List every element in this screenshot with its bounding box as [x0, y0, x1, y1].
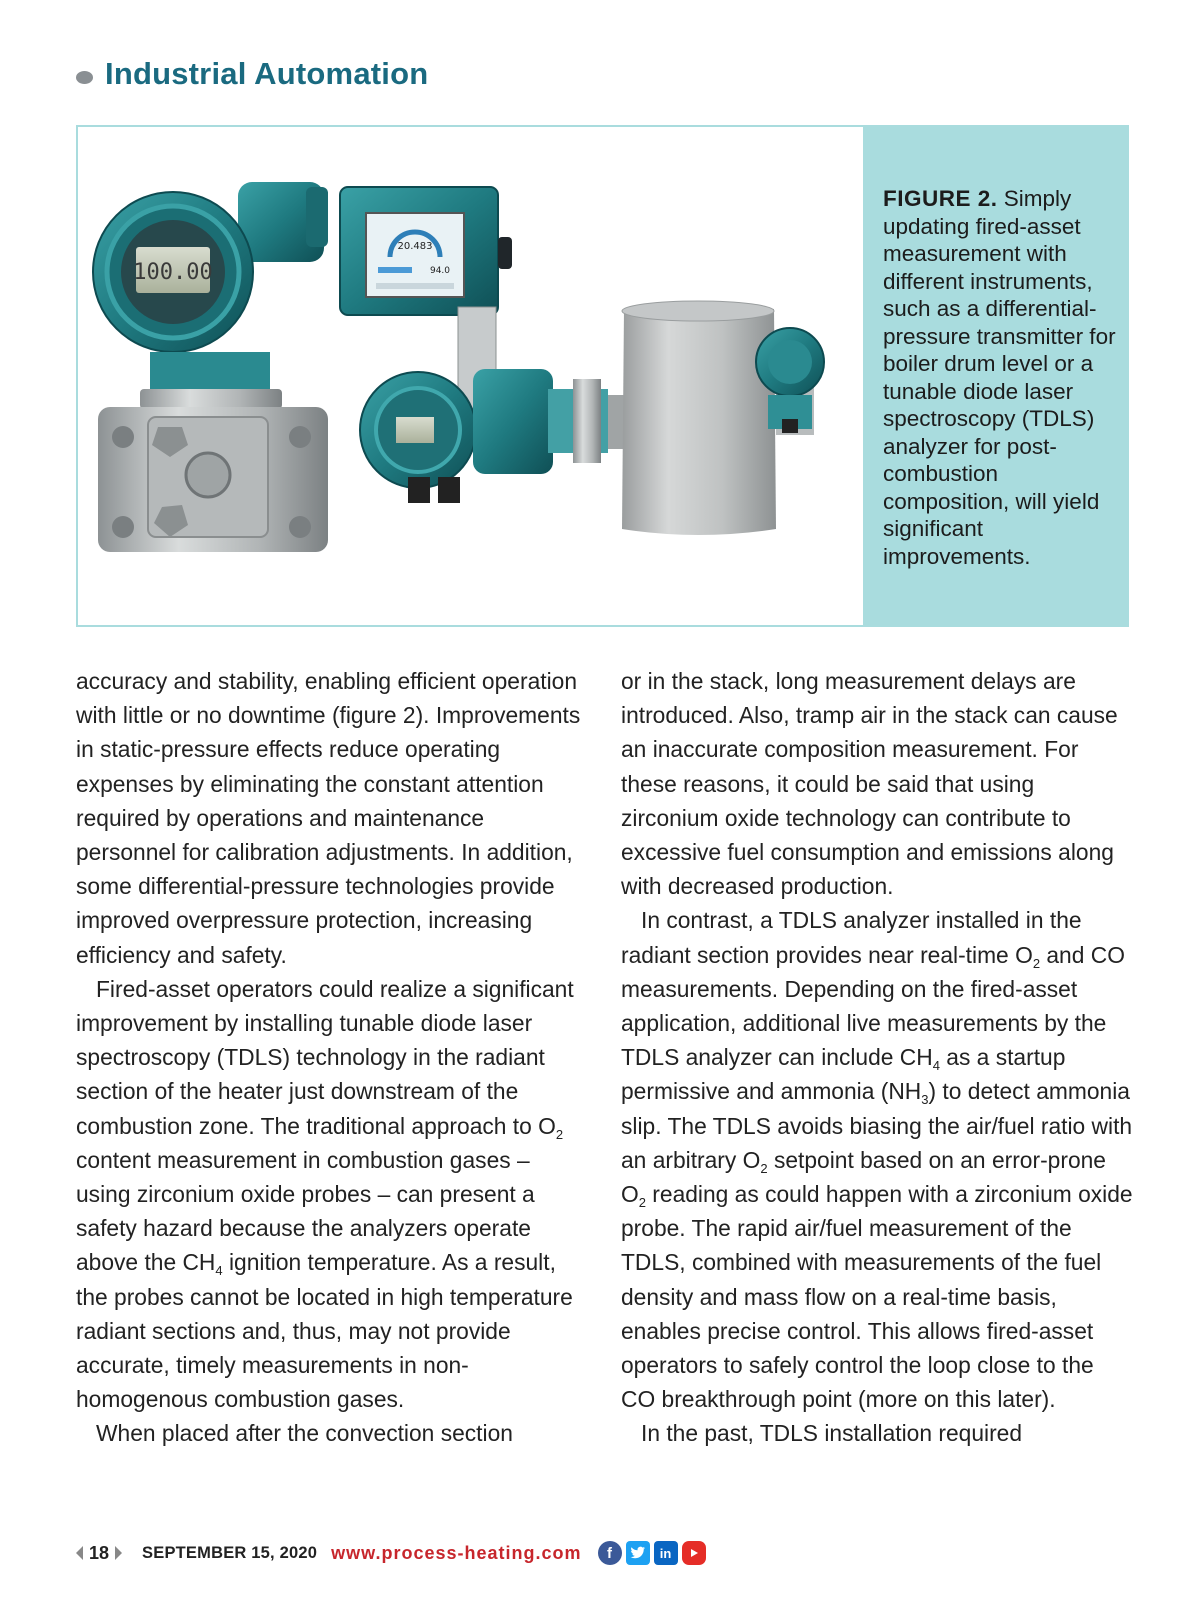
page-number: 18: [89, 1542, 110, 1563]
analyzer-display-top: 20.483: [397, 241, 433, 252]
social-links: [598, 1541, 706, 1565]
figure-caption-panel: [863, 127, 1127, 625]
page-number-group: [76, 1543, 122, 1564]
facebook-icon[interactable]: f: [598, 1541, 622, 1565]
body-column-left: [76, 664, 586, 1451]
twitter-icon[interactable]: [626, 1541, 650, 1565]
figure-caption: [883, 185, 1119, 570]
right-paragraph-2: In contrast, a TDLS analyzer installed in the radiant section provides near real-time $O_2$ and CO measurements. Depending on the fired-asset application, additional live measurements by the TDLS analyzer can include $CH_4$ as a startup permissive and ammonia $(NH_3)$ to detect ammonia slip. The TDLS avoids biasing the air/fuel ratio with an arbitrary $O_2$ setpoint based on an error-prone $O_2$ reading as could happen with a zirconium oxide probe. The rapid air/fuel measurement of the TDLS, combined with measurements of the fuel density and mass flow on a real-time basis, enables precise control. This allows fired-asset operators to safely control the loop close to the CO breakthrough point (more on this later).: [621, 907, 1133, 1413]
figure-label: FIGURE 2.: [883, 186, 998, 211]
left-paragraph-3: When placed after the convection section: [96, 1420, 513, 1447]
section-title: Industrial Automation: [105, 56, 429, 91]
section-header: [76, 52, 428, 96]
dp-transmitter: [93, 182, 328, 552]
section-bullet-icon: [76, 71, 93, 84]
transmitter-display-value: 100.00: [133, 260, 213, 285]
website-link[interactable]: www.process-heating.com: [331, 1542, 582, 1563]
analyzer-display-side: 94.0: [429, 266, 451, 276]
figure-photo: [78, 127, 861, 625]
prev-page-arrow-icon: [76, 1546, 83, 1560]
right-paragraph-1: or in the stack, long measurement delays are introduced. Also, tramp air in the stack can cause an inaccurate composition measurement. For these reasons, it could be said that using zirconium oxide technology can contribute to excessive fuel consumption and emissions along with decreased production.: [621, 668, 1118, 900]
issue-date: SEPTEMBER 15, 2020: [142, 1543, 318, 1562]
figure-2: [76, 125, 1129, 627]
left-paragraph-1: accuracy and stability, enabling efficient operation with little or no downtime (figure 2). Improvements in static-pressure effects reduce operating expenses by eliminating the constant attention required by operations and maintenance personnel for calibration adjustments. In addition, some differential-pressure technologies provide improved overpressure protection, increasing efficiency and safety.: [76, 668, 581, 968]
linkedin-icon[interactable]: in: [654, 1541, 678, 1565]
tdls-analyzer: [340, 187, 824, 535]
right-paragraph-3: In the past, TDLS installation required: [641, 1420, 1023, 1447]
figure-caption-text: Simply updating fired-asset measurement with different instruments, such as a differential-pressure transmitter for boiler drum level or a tunable diode laser spectroscopy (TDLS) analyzer for post-combustion composition, will yield significant improvements.: [883, 186, 1116, 569]
next-page-arrow-icon: [115, 1546, 122, 1560]
page-footer: [76, 1538, 706, 1568]
youtube-icon[interactable]: [682, 1541, 706, 1565]
body-column-right: [621, 664, 1133, 1451]
left-paragraph-2: Fired-asset operators could realize a significant improvement by installing tunable diode laser spectroscopy (TDLS) technology in the radiant section of the heater just downstream of the combustion zone. The traditional approach to $O_2$ content measurement in combustion gases – using zirconium oxide probes – can present a safety hazard because the analyzers operate above the $CH_4$ ignition temperature. As a result, the probes cannot be located in high temperature radiant sections and, thus, may not provide accurate, timely measurements in non-homogenous combustion gases.: [76, 975, 574, 1413]
